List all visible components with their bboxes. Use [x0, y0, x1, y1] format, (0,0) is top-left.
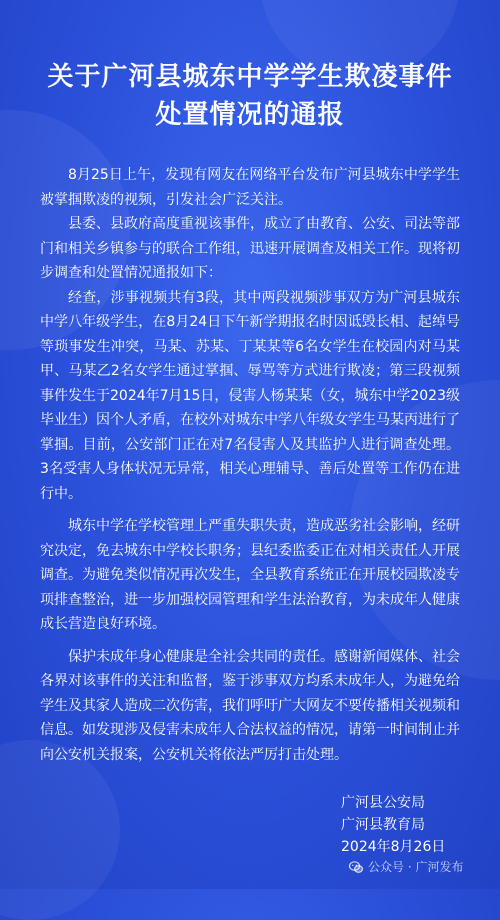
paragraph-response: 县委、县政府高度重视该事件，成立了由教育、公安、司法等部门和相关乡镇参与的联合工作组，迅速开展调查及相关工作。现将初步调查和处置情况通报如下：: [40, 216, 460, 281]
notice-title-line1: 关于广河县城东中学学生欺凌事件: [47, 62, 453, 92]
paragraph-appeal: 保护未成年身心健康是全社会共同的责任。感谢新闻媒体、社会各界对该事件的关注和监督，鉴于涉事双方均系未成年人，为避免给学生及其家人造成二次伤害，我们呼吁广大网友不要传播相关视频和信息。如发现涉及侵害未成年人合法权益的情况，请第一时间制止并向公安机关报案，公安机关将依法严厉打击处理。: [40, 648, 460, 763]
background-circle: [0, 740, 120, 920]
signature-org-police: 广河县公安局: [341, 795, 425, 811]
wechat-icon: [348, 859, 364, 875]
watermark: [348, 858, 463, 875]
notice-title-line2: 处置情况的通报: [155, 100, 345, 130]
notice-title: [0, 58, 500, 134]
paragraph-discovery: 8月25日上午，发现有网友在网络平台发布广河县城东中学学生被掌掴欺凌的视频，引发社会广泛关注。: [40, 167, 460, 208]
signature-date: 2024年8月26日: [341, 839, 446, 855]
watermark-text: 公众号 · 广河发布: [368, 860, 464, 874]
signature-block: [341, 792, 445, 858]
notice-body: [40, 163, 460, 767]
signature-org-education: 广河县教育局: [341, 817, 425, 833]
paragraph-investigation: 经查，涉事视频共有3段，其中两段视频涉事双方为广河县城东中学八年级学生，在8月24日下午新学期报名时因诋毁长相、起绰号等琐事发生冲突，马某、苏某、丁某某等6名女学生在校园内对马某甲、马某乙2名女学生通过掌掴、辱骂等方式进行欺凌；第三段视频事件发生于2024年7月15日，侵害人杨某某（女，城东中学2023级毕业生）因个人矛盾，在校外对城东中学八年级女学生马某丙进行了掌掴。目前，公安部门正在对7名侵害人及其监护人进行调查处理。3名受害人身体状况无异常，相关心理辅导、善后处置等工作仍在进行中。: [40, 289, 460, 502]
paragraph-accountability: 城东中学在学校管理上严重失职失责，造成恶劣社会影响，经研究决定，免去城东中学校长职务；县纪委监委正在对相关责任人开展调查。为避免类似情况再次发生，全县教育系统正在开展校园欺凌专项排查整治，进一步加强校园管理和学生法治教育，为未成年人健康成长营造良好环境。: [40, 518, 460, 632]
